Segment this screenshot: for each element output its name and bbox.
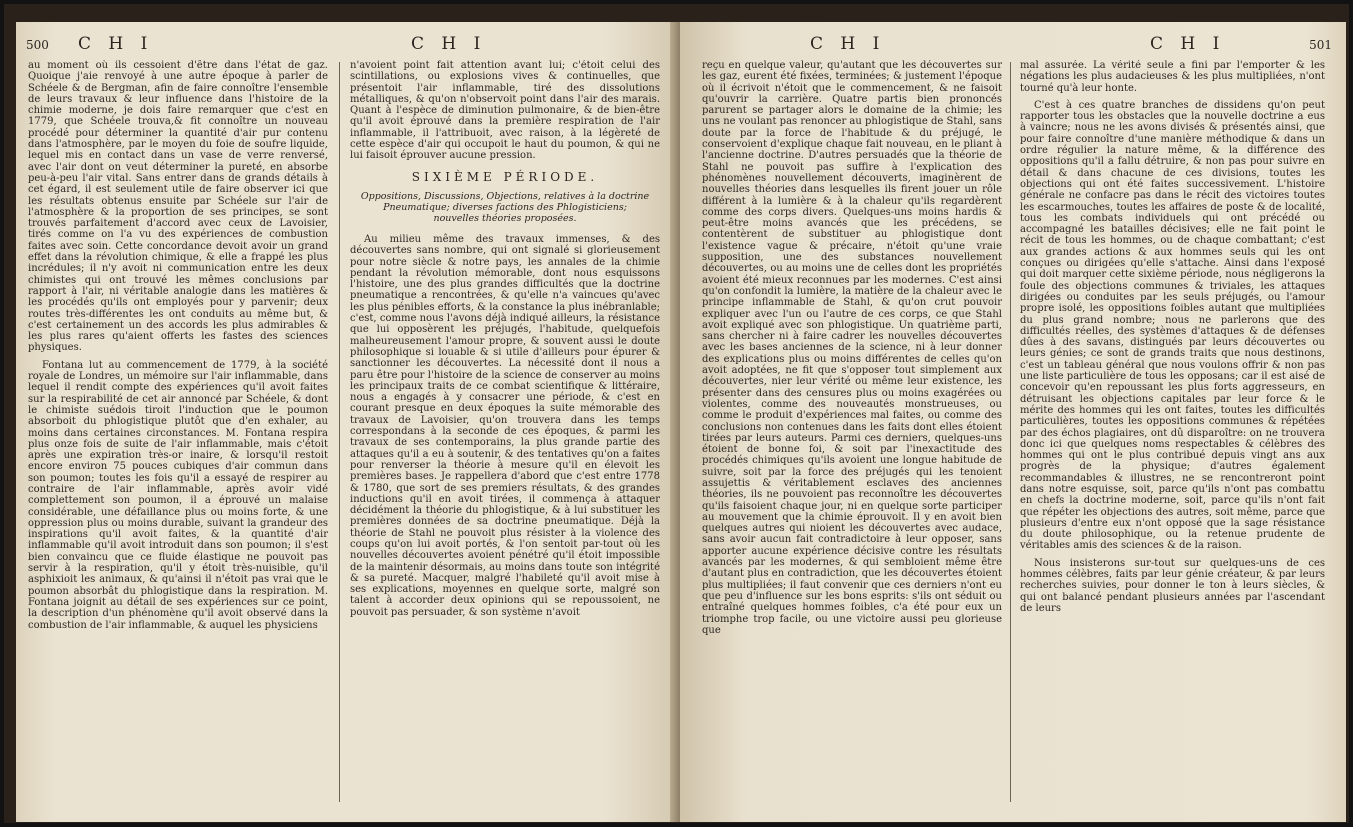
right-column-1 [702, 60, 1002, 812]
left-running-head: C H I [78, 34, 154, 54]
paragraph: reçu en quelque valeur, qu'autant que les découvertes sur les gaz, eurent été fixées, terminées; & justement l'époque où il écrivoit n'étoit que le commencement, & ne faisoit qu'ouvrir la carrière. Quatre partis bien prononcés parurent se partager alors le domaine de la chimie; les uns ne voulant pas renoncer au phlogistique de Stahl, sans doute par la force de l'habitude & du préjugé, le conservoient d'explique chaque fait nouveau, en le pliant à l'ancienne doctrine. D'autres persuadés que la théorie de Stahl ne pouvoit pas suffire à l'explication des phénomènes nouvellement découverts, imaginèrent de nouvelles théories dans lesquelles ils firent jouer un rôle différent à la lumière & à la chaleur qu'ils regardèrent comme des corps divers. Quelques-uns moins hardis & peut-être moins avancés que les précédens, se contentèrent de substituer au phlogistique dont l'existence vague & précaire, n'étoit qu'une vraie supposition, une des substances nouvellement découvertes, ou au moins une de celles dont les propriétés avoient été mieux reconnues par les modernes. C'est ainsi qu'on confondit la lumière, la matière de la chaleur avec le principe inflammable de Stahl, & qu'on crut pouvoir expliquer avec l'un ou l'autre de ces corps, ce que Stahl avoit expliqué avec son phlogistique. Un quatrième parti, sans chercher ni à faire cadrer les nouvelles découvertes avec les bases anciennes de la science, ni à leur donner des explications plus ou moins différentes de celles qu'on avoit adoptées, ne fit que s'opposer tout simplement aux découvertes, nier leur vérité ou même leur existence, les présenter dans des censures plus ou moins exagérées ou violentes, comme des nouveautés monstrueuses, ou comme le produit d'expériences mal faites, ou comme des conclusions non contenues dans les faits dont elles étoient tirées par leurs auteurs. Parmi ces derniers, quelques-uns étoient de bonne foi, & soit par l'inexactitude des procédés chimiques qu'ils avoient une longue habitude de suivre, soit par la force des préjugés qui les tenoient assujettis & véritablement esclaves des anciennes théories, ils ne pouvoient pas reconnoître les découvertes qu'ils faisoient chaque jour, ni en quelque sorte participer au mouvement que la chimie éprouvoit. Il y en avoit bien quelques autres qui nioient les découvertes avec audace, sans avoir aucun fait contradictoire à leur opposer, sans apporter aucune expérience décisive contre les résultats avancés par les modernes, & qui sembloient même être d'autant plus en contradiction, que les découvertes étoient plus multipliées; il faut convenir que ces derniers n'ont eu que peu d'influence sur les bons esprits: s'ils ont séduit ou entraîné quelques hommes foibles, c'a été pour eux un triomphe trop facile, ou une victoire aussi peu glorieuse que [702, 60, 1002, 636]
column-rule [339, 62, 340, 802]
left-column-1 [28, 60, 328, 812]
section-subtitle: Oppositions, Discussions, Objections, relatives à la doctrine Pneumatique; diverses factions des Phlogisticiens; nouvelles théories proposées. [360, 190, 650, 224]
right-running-head-2: C H I [1150, 34, 1226, 54]
paragraph: Au milieu même des travaux immenses, & des découvertes sans nombre, qui ont signalé si glorieusement pour notre siècle & notre pays, les annales de la chimie pendant la révolution mémorable, dont nous esquissons l'histoire, une des plus grandes difficultés que la doctrine pneumatique a rencontrées, & qu'elle n'a vaincues qu'avec les plus pénibles efforts, & la constance la plus inébranlable; c'est, comme nous l'avons déjà indiqué ailleurs, la résistance que lui opposèrent les préjugés, l'habitude, quelquefois malheureusement l'amour propre, & souvent aussi le doute philosophique si louable & si utile d'ailleurs pour épurer & sanctionner les découvertes. La nécessité dont il nous a paru être pour l'histoire de la science de conserver au moins les principaux traits de ce combat scientifique & littéraire, nous a engagés à y consacrer une période, & c'est en courant presque en deux époques la suite mémorable des travaux de Lavoisier, qu'on trouvera dans les temps correspondans à la seconde de ces époques, & parmi les travaux de ses contemporains, la plus grande partie des attaques qu'il a eu à soutenir, & des tentatives qu'on a faites pour renverser la théorie à mesure qu'il en élevoit les premières bases. Je rappellera d'abord que c'est entre 1778 & 1780, que sort de ses premiers résultats, & des grandes inductions qu'il en avoit tirées, il commença à attaquer décidément la théorie du phlogistique, & à lui substituer les premières données de sa doctrine pneumatique. Déjà la théorie de Stahl ne pouvoit plus résister à la violence des coups qu'on lui avoit portés, & l'on sentoit par-tout où les nouvelles découvertes avoient pénétré qu'il étoit impossible de la maintenir désormais, au moins dans toute son intégrité & sa pureté. Macquer, malgré l'habileté qu'il avoit mise à ses explications, moyennes en quelque sorte, malgré son talent à accorder deux opinions qui se repoussoient, ne pouvoit pas persuader, & son système n'avoit [350, 233, 660, 618]
right-page-number: 501 [1309, 38, 1332, 52]
section-title: SIXIÈME PÉRIODE. [411, 169, 599, 184]
right-running-head: C H I [810, 34, 886, 54]
paragraph: au moment où ils cessoient d'être dans l'état de gaz. Quoique j'aie renvoyé à une autre époque à parler de Schéele & de Bergman, afin de faire connoître l'ensemble de leurs travaux & leur influence dans l'histoire de la chimie moderne, je dois faire remarquer que c'est en 1779, que Schéele trouva,& fit connoître un nouveau procédé pour déterminer la quantité d'air pur contenu dans l'atmosphère, par le moyen du foie de soufre liquide, lequel mis en contact dans un vase de verre renversé, avec l'air dont on veut déterminer la pureté, en absorbe peu-à-peu l'air vital. Sans entrer dans de grands détails à cet égard, il est seulement utile de faire observer ici que les résultats obtenus ensuite par Schéele sur l'air de l'atmosphère & la proportion de ses principes, se sont trouvés parfaitement d'accord avec ceux de Lavoisier, tirés comme on l'a vu des expériences de combustion faites avec soin. Cette concordance devoit avoir un grand effet dans la révolution chimique, & elle a frappé les plus incrédules; il n'y avoit ni communication entre les deux chimistes qui ont trouvé les mêmes conclusions par rapport à l'air, ni véritable analogie dans les matières & les procédés qu'ils ont employés pour y parvenir; deux routes très-différentes les ont conduits au même but, & c'est certainement un des accords les plus admirables & les plus rares qu'aient offerts les fastes des sciences physiques. [28, 60, 328, 354]
left-page-number: 500 [26, 38, 49, 52]
paragraph: Nous insisterons sur-tout sur quelques-uns de ces hommes célèbres, faits par leur génie créateur, & par leurs recherches suivies, pour donner le ton à leurs siècles, & qui ont balancé pendant plusieurs années par l'ascendant de leurs [1020, 557, 1325, 614]
right-page-header [680, 32, 1346, 58]
paragraph: mal assurée. La vérité seule a fini par l'emporter & les négations les plus audacieuses & les plus multipliées, n'ont tourné qu'à leur honte. [1020, 60, 1325, 94]
paragraph: n'avoient point fait attention avant lui; c'étoit celui des scintillations, ou explosions vives & continuelles, que présentoit l'air inflammable, tiré des dissolutions métalliques, & qu'on n'observoit point dans l'air des marais. Quant à l'espèce de diminution pulmonaire, & de bien-être qu'il avoit éprouvé dans la première respiration de l'air inflammable, il l'attribuoit, avec raison, à la légèreté de cette espèce d'air qui occupoit le haut du poumon, & qui ne lui faisoit éprouver aucune pression. [350, 60, 660, 162]
right-page [680, 22, 1346, 822]
paragraph: C'est à ces quatre branches de dissidens qu'on peut rapporter tous les obstacles que la nouvelle doctrine a eus à vaincre; nous ne les avons divisés & présentés ainsi, que pour faire connoître d'une manière méthodique & dans un ordre régulier la nature même, & la différence des oppositions qu'il a fallu détruire, & non pas pour suivre en détail & dans chacune de ces divisions, toutes les objections qui ont été faites successivement. L'histoire générale ne confacre pas dans le récit des victoires toutes les escarmouches, toutes les affaires de poste & de localité, tous les combats individuels qui ont précédé ou accompagné les batailles décisives; elle ne fait point le récit de tous les hommes, ou de chaque combattant; c'est aux grandes actions & aux hommes seuls qui les ont conçues ou dirigées qu'elle s'attache. Ainsi dans l'exposé qui doit marquer cette sixième période, nous négligerons la foule des objections communes & triviales, les attaques dirigées ou conduites par les seuls préjugés, ou l'amour propre isolé, les oppositions foibles autant que multipliées du plus grand nombre; nous ne parlerons que des difficultés réelles, des systèmes d'attaques & de défenses dûes à des savans, distingués par leurs découvertes ou leurs génies; ce sont de grands traits que nous destinons, c'est un tableau général que nous voulons offrir & non pas une liste particulière de tous les opposans; car il est aisé de concevoir qu'en repoussant les plus forts aggresseurs, en détruisant les objections capitales par leur force & le mérite des hommes qui les ont faites, toutes les difficultés particulières, toutes les oppositions communes & répétées par des échos plagiaires, ont dû disparoître: on ne trouvera donc ici que quelques noms respectables & célèbres des hommes qui ont le plus contribué depuis vingt ans aux progrès de la physique; d'autres également recommandables & illustres, ne se rencontreront point dans notre esquisse, soit, parce qu'ils n'ont pas combattu en chefs la doctrine moderne, soit, parce qu'ils n'ont fait que répéter les objections des autres, soit même, parce que plusieurs d'entre eux n'ont opposé que la sage résistance du doute philosophique, ou la retenue prudente de véritables amis des sciences & de la raison. [1020, 99, 1325, 552]
paragraph: Fontana lut au commencement de 1779, à la société royale de Londres, un mémoire sur l'air inflammable, dans lequel il rendit compte des expériences qu'il avoit faites sur la respirabilité de cet air annoncé par Schéele, & dont le chimiste suédois tiroit l'induction que le poumon absorboit du phlogistique plutôt que d'en exhaler, au moins dans certaines circonstances. M. Fontana respira plus onze fois de suite de l'air inflammable, mais c'étoit après une expiration très-or inaire, & lorsqu'il restoit encore environ 75 pouces cubiques d'air commun dans son poumon; toutes les fois qu'il a essayé de respirer au contraire de l'air inflammable, après avoir vidé complettement son poumon, il a éprouvé un malaise considérable, une défaillance plus ou moins forte, & une oppression plus ou moins durable, suivant la grandeur des inspirations qu'il avoit faites, & la quantité d'air inflammable qu'il avoit introduit dans son poumon; il s'est bien convaincu que ce fluide élastique ne pouvoit pas servir à la respiration, qu'il y étoit très-nuisible, qu'il asphixioit les animaux, & qu'ainsi il n'étoit pas vrai que le poumon absorbât du phlogistique dans la respiration. M. Fontana joignit au détail de ses expériences sur ce point, la description d'un phénomène qu'il avoit observé dans la combustion de l'air inflammable, & auquel les physiciens [28, 359, 328, 631]
left-running-head-2: C H I [411, 34, 487, 54]
left-page [16, 22, 682, 822]
column-rule [1010, 62, 1011, 802]
left-column-2 [350, 60, 660, 812]
left-page-header [16, 32, 682, 58]
right-column-2 [1020, 60, 1325, 812]
open-book [4, 4, 1349, 823]
